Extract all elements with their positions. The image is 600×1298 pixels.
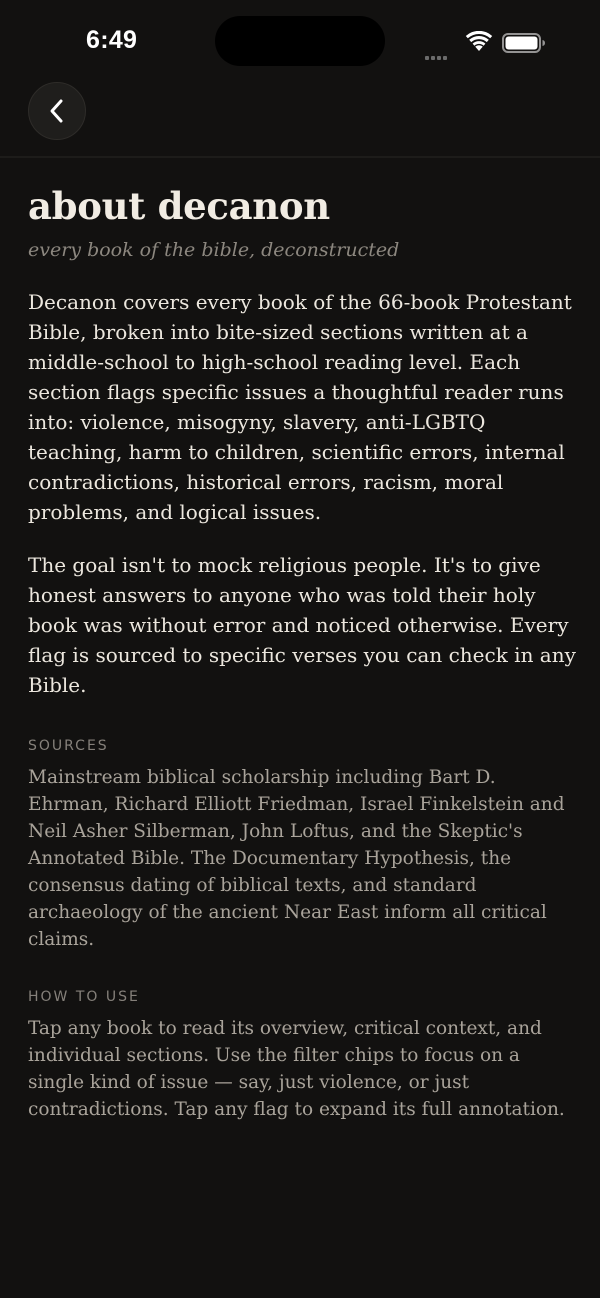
about-content	[28, 182, 576, 1123]
sources-label: SOURCES	[28, 738, 109, 754]
battery-icon	[502, 33, 546, 53]
sources-text: Mainstream biblical scholarship including Bart D. Ehrman, Richard Elliott Friedman, Israel Finkelstein and Neil Asher Silberman, John Loftus, and the Skeptic's Annotated Bible. The Documentary Hypothesis, the consensus dating of biblical texts, and standard archaeology of the ancient Near East inform all critical claims.	[28, 767, 565, 950]
how-to-use-text: Tap any book to read its overview, critical context, and individual sections. Use the filter chips to focus on a single kind of issue — say, just violence, or just contradictions. Tap any flag to expand its full annotation.	[28, 1018, 565, 1120]
cellular-signal-icon	[425, 45, 449, 64]
page-title: about decanon	[28, 184, 330, 228]
header-divider	[0, 156, 600, 158]
how-to-use-label: HOW TO USE	[28, 989, 140, 1005]
status-bar	[0, 0, 600, 84]
back-button[interactable]	[28, 82, 86, 140]
status-time: 6:49	[86, 26, 138, 54]
intro-paragraph-1: Decanon covers every book of the 66-book Protestant Bible, broken into bite-sized sections written at a middle-school to high-school reading level. Each section flags specific issues a thoughtful reader runs into: violence, misogyny, slavery, anti-LGBTQ teaching, harm to children, scientific errors, internal contradictions, historical errors, racism, moral problems, and logical issues.	[28, 290, 572, 524]
dynamic-island	[215, 16, 385, 66]
page-subtitle: every book of the bible, deconstructed	[28, 239, 400, 261]
chevron-left-icon	[46, 98, 68, 124]
intro-paragraph-2: The goal isn't to mock religious people. It's to give honest answers to anyone who was told their holy book was without error and noticed otherwise. Every flag is sourced to specific verses you can check in any Bible.	[28, 553, 576, 697]
wifi-icon	[465, 31, 493, 53]
